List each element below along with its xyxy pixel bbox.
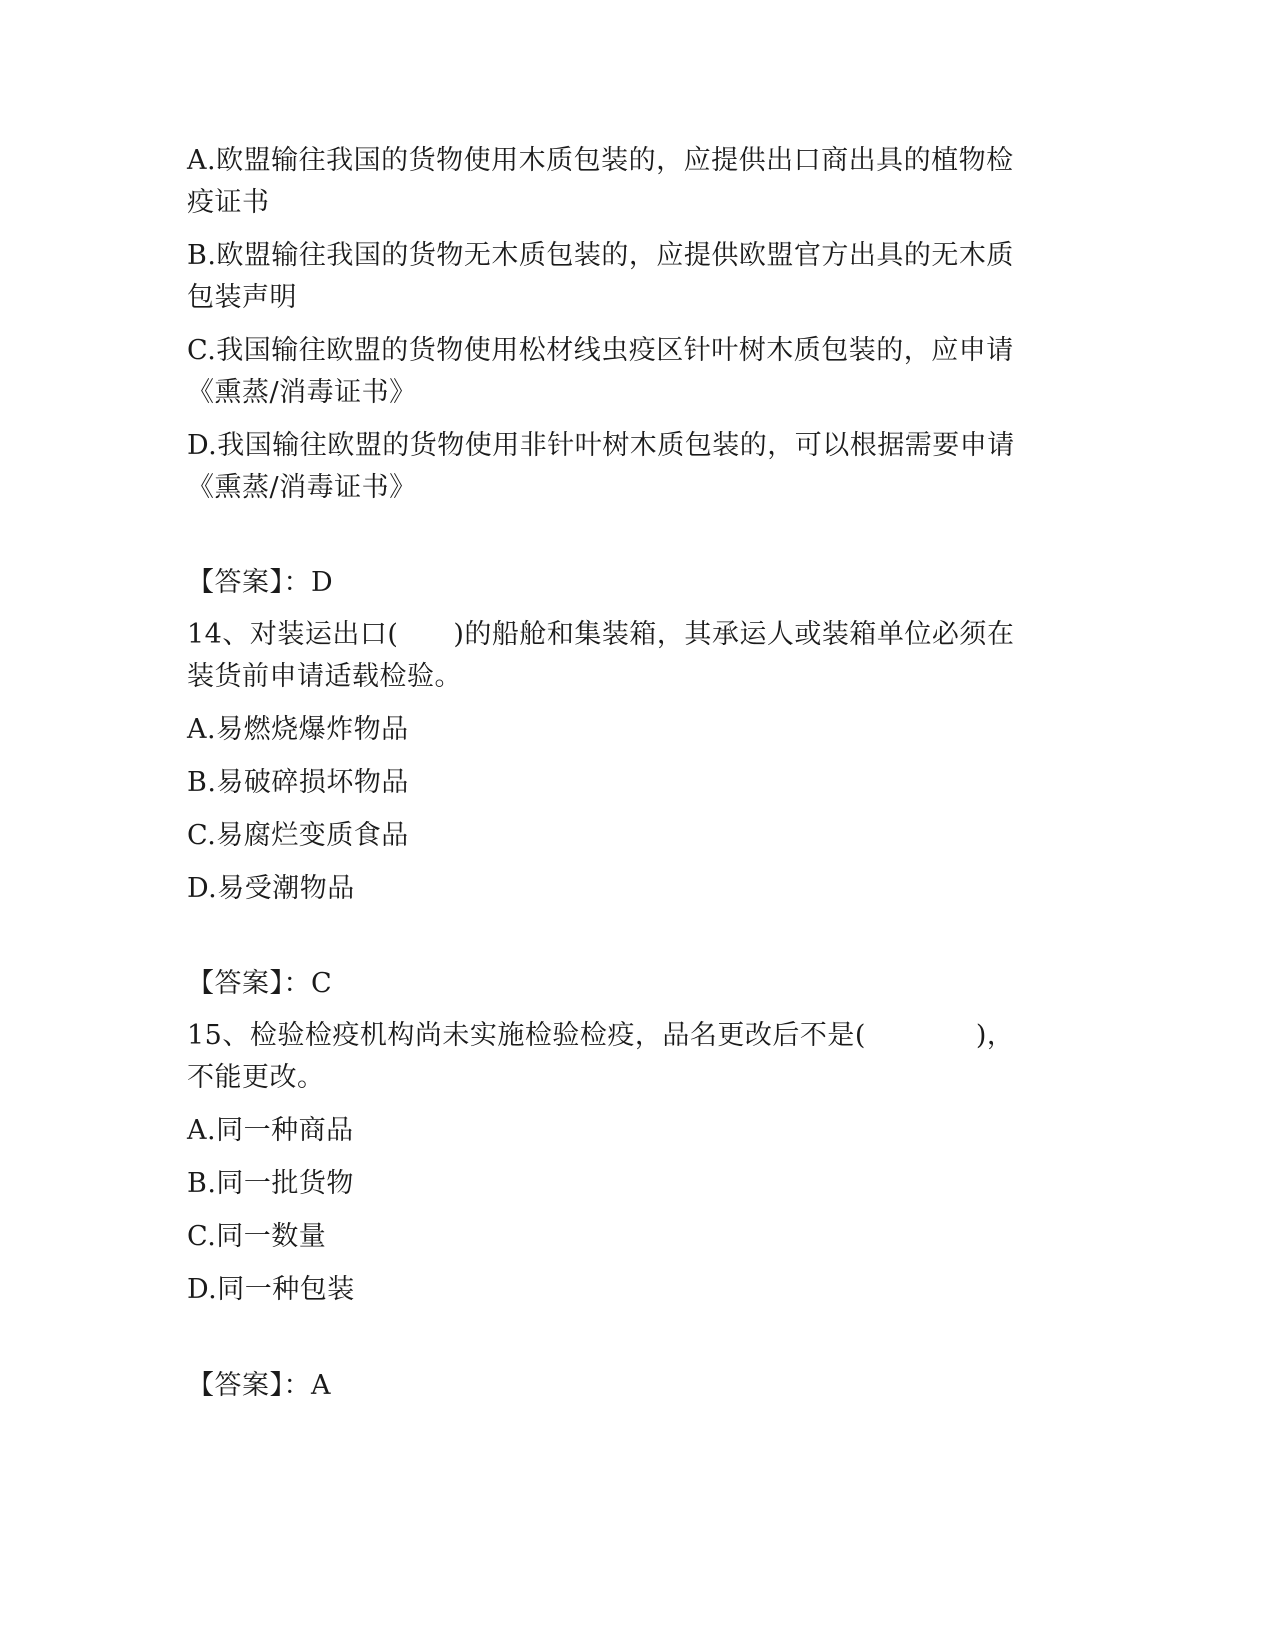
q15-stem-line1: 15、检验检疫机构尚未实施检验检疫，品名更改后不是( )， [187, 1020, 1015, 1051]
option-b-line2: 包装声明 [187, 282, 297, 313]
option-c-line1: C.我国输往欧盟的货物使用松材线虫疫区针叶树木质包装的，应申请 [187, 335, 1014, 366]
prev-answer: 【答案】：D [187, 567, 334, 598]
q14-stem-line1: 14、对装运出口( )的船舱和集装箱，其承运人或装箱单位必须在 [187, 619, 1015, 650]
q15-option-c: C.同一数量 [187, 1221, 327, 1252]
q15-stem-line2: 不能更改。 [187, 1062, 325, 1093]
option-d-line1: D.我国输往欧盟的货物使用非针叶树木质包装的，可以根据需要申请 [187, 430, 1015, 461]
option-a-line1: A.欧盟输往我国的货物使用木质包装的，应提供出口商出具的植物检 [187, 145, 1014, 176]
q14-option-c: C.易腐烂变质食品 [187, 820, 409, 851]
option-d-line2: 《熏蒸/消毒证书》 [187, 472, 417, 503]
option-c-line2: 《熏蒸/消毒证书》 [187, 377, 417, 408]
q14-answer: 【答案】：C [187, 968, 333, 999]
q14-stem-line2: 装货前申请适载检验。 [187, 661, 462, 692]
q15-option-b: B.同一批货物 [187, 1168, 354, 1199]
q14-option-a: A.易燃烧爆炸物品 [187, 714, 409, 745]
option-b-line1: B.欧盟输往我国的货物无木质包装的，应提供欧盟官方出具的无木质 [187, 240, 1014, 271]
q15-option-d: D.同一种包装 [187, 1274, 355, 1305]
q15-option-a: A.同一种商品 [187, 1115, 354, 1146]
option-a-line2: 疫证书 [187, 187, 270, 218]
q15-answer: 【答案】：A [187, 1370, 331, 1401]
q14-option-d: D.易受潮物品 [187, 873, 355, 904]
q14-option-b: B.易破碎损坏物品 [187, 767, 409, 798]
